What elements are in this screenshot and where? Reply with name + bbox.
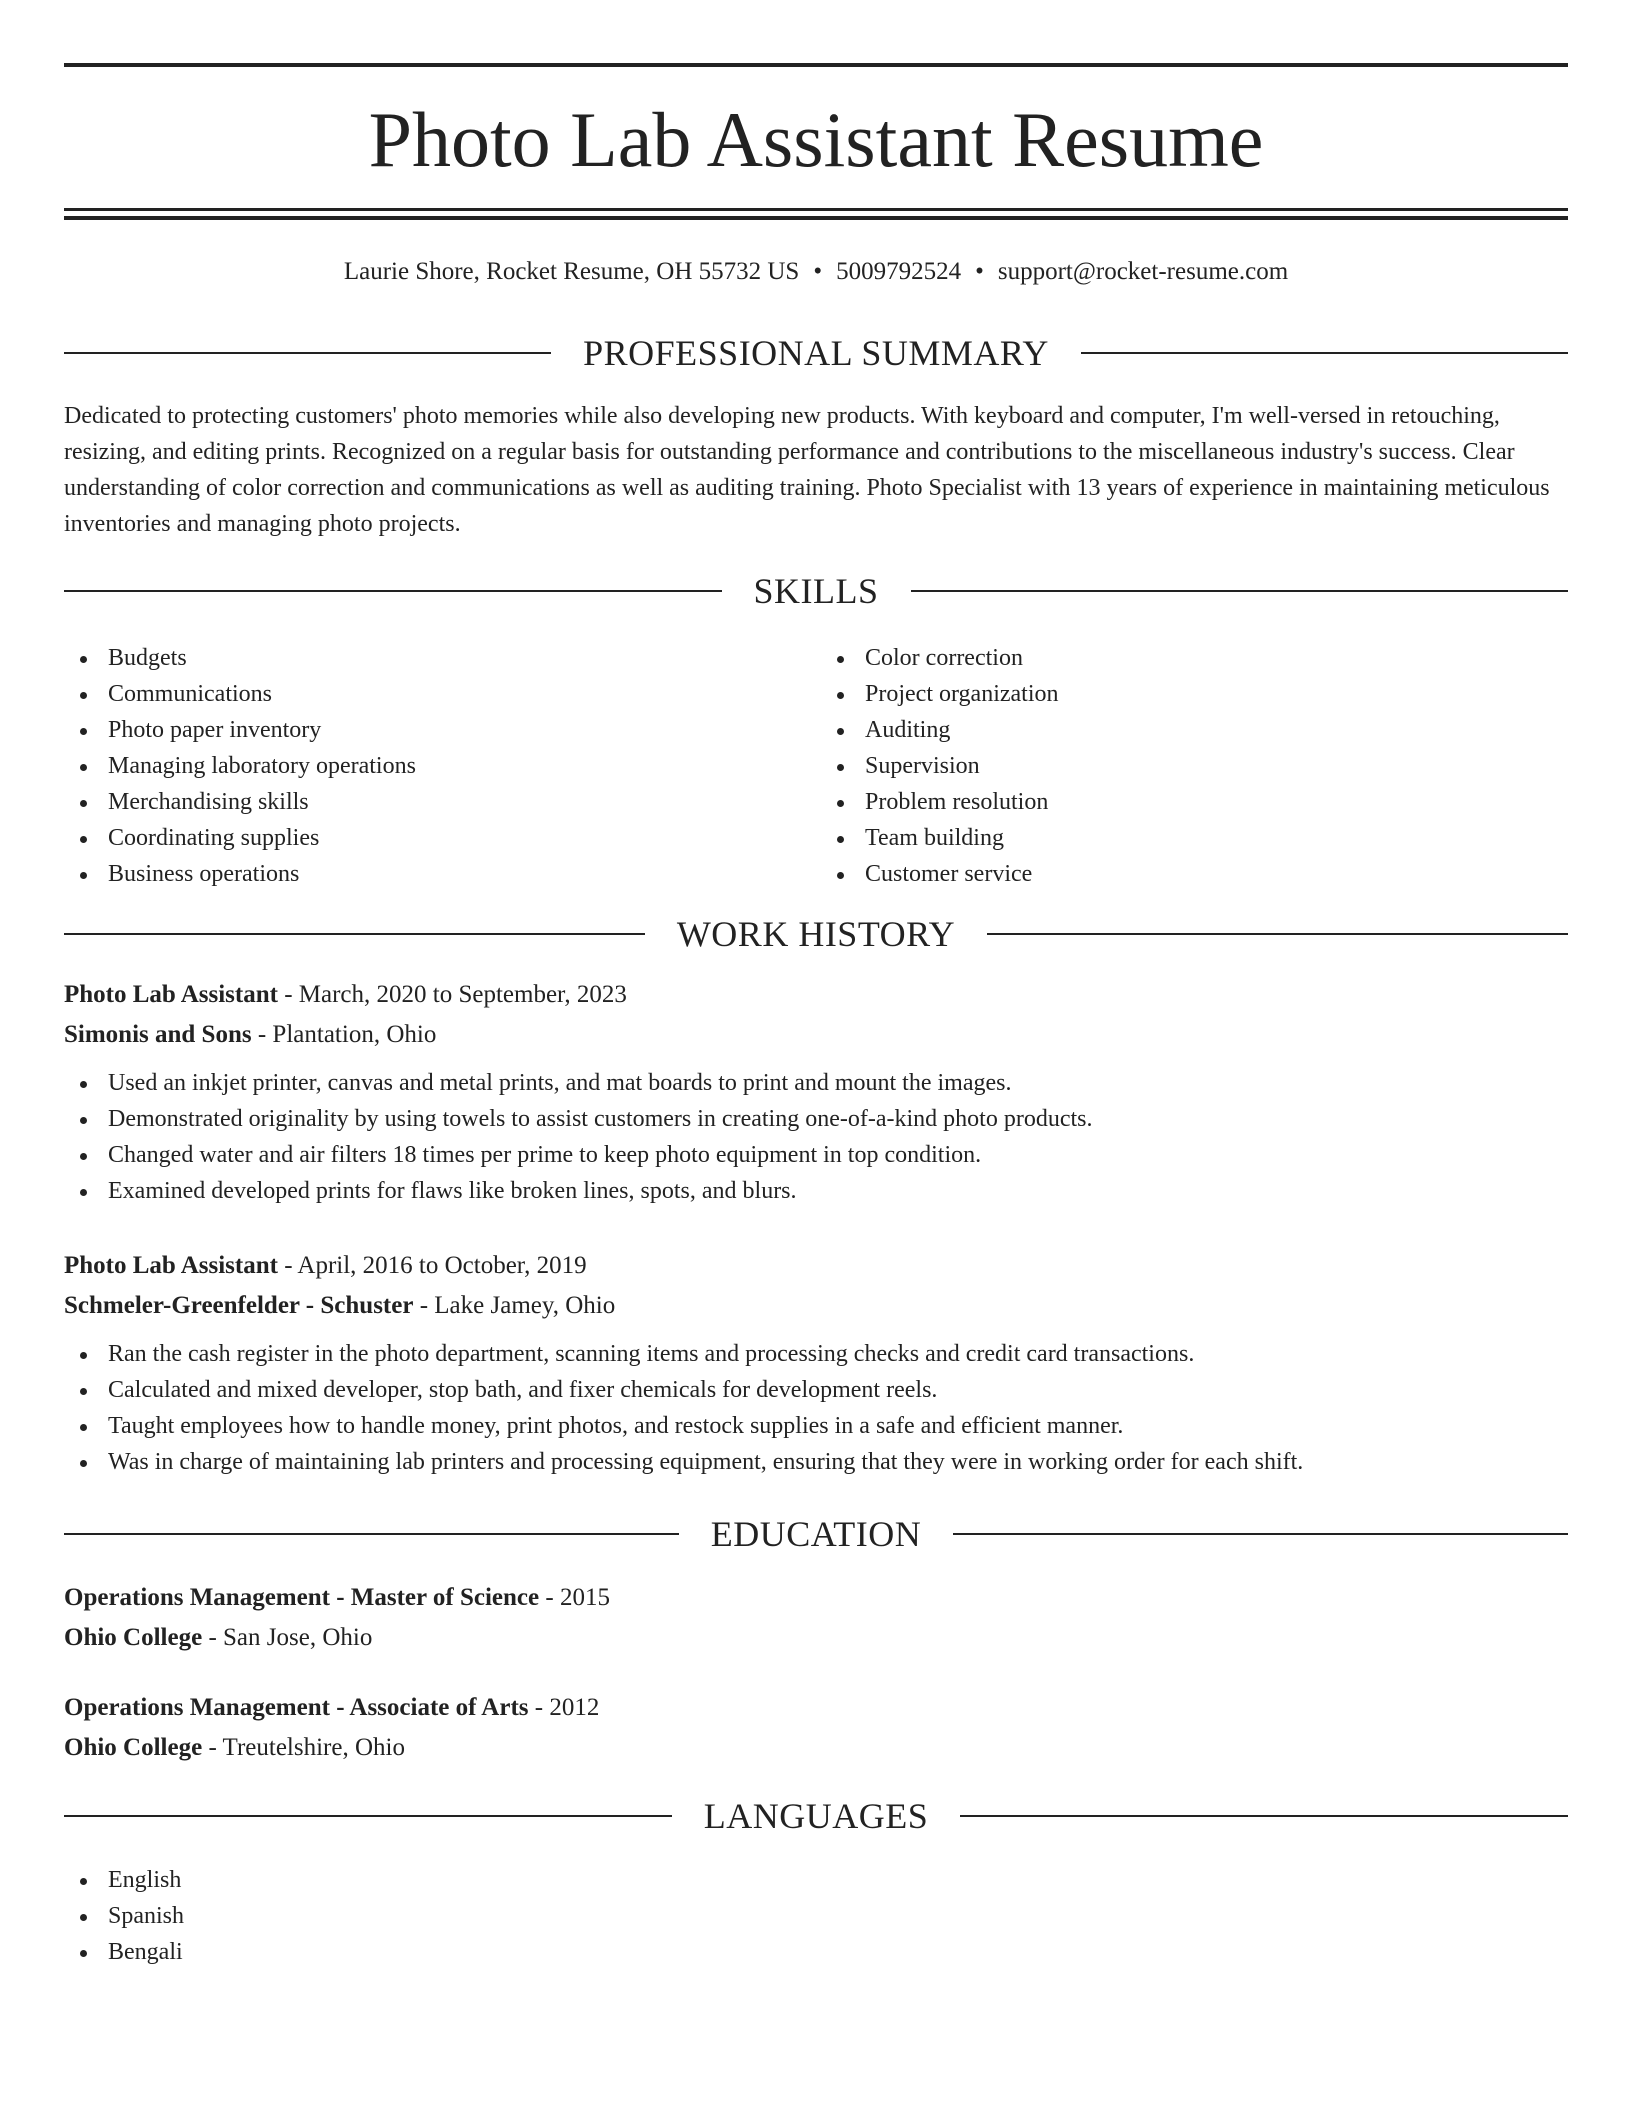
heading-text: SKILLS <box>753 571 879 611</box>
job-bullet: Used an inkjet printer, canvas and metal prints, and mat boards to print and mount the images. <box>64 1065 1568 1101</box>
contact-email: support@rocket-resume.com <box>997 258 1289 285</box>
job-bullet: Demonstrated originality by using towels to assist customers in creating one-of-a-kind photo products. <box>64 1101 1568 1137</box>
job-bullet: Changed water and air filters 18 times per prime to keep photo equipment in top condition. <box>64 1137 1568 1173</box>
job-bullet: Was in charge of maintaining lab printers and processing equipment, ensuring that they were in working order for each shift. <box>64 1444 1568 1480</box>
job-bullet: Calculated and mixed developer, stop bath, and fixer chemicals for development reels. <box>64 1372 1568 1408</box>
contact-phone: 5009792524 <box>836 258 962 285</box>
heading-text: PROFESSIONAL SUMMARY <box>583 333 1049 373</box>
heading-text: WORK HISTORY <box>676 914 956 954</box>
skills-column-left <box>64 640 811 892</box>
degree-line <box>64 1688 1568 1728</box>
heading-rule <box>911 590 1569 592</box>
job-dates: - April, 2016 to October, 2019 <box>277 1252 587 1279</box>
job-bullet: Examined developed prints for flaws like broken lines, spots, and blurs. <box>64 1173 1568 1209</box>
heading-rule <box>64 933 645 935</box>
section-heading-languages <box>64 1794 1568 1838</box>
heading-text: LANGUAGES <box>703 1796 929 1836</box>
skill-item: Supervision <box>821 748 1568 784</box>
section-heading-work <box>64 912 1568 956</box>
school-location: - San Jose, Ohio <box>202 1624 373 1651</box>
degree-line <box>64 1578 1568 1618</box>
skill-item: Auditing <box>821 712 1568 748</box>
school: Ohio College <box>64 1734 203 1761</box>
language-item: Spanish <box>64 1898 1568 1934</box>
skill-item: Project organization <box>821 676 1568 712</box>
skills-list <box>64 640 1568 892</box>
job-bullets <box>64 1065 1568 1209</box>
languages-list <box>64 1862 1568 1970</box>
language-item: Bengali <box>64 1934 1568 1970</box>
degree-year: - 2012 <box>528 1694 600 1721</box>
contact-line <box>64 255 1568 289</box>
skill-item: Communications <box>64 676 811 712</box>
work-entry <box>64 975 1568 1209</box>
top-rule <box>64 63 1568 67</box>
skill-item: Coordinating supplies <box>64 820 811 856</box>
section-heading-education <box>64 1512 1568 1556</box>
job-company-line <box>64 1286 1568 1326</box>
heading-rule <box>64 1533 679 1535</box>
job-title: Photo Lab Assistant <box>64 1252 278 1279</box>
contact-separator: • <box>975 258 984 285</box>
language-item: English <box>64 1862 1568 1898</box>
job-dates: - March, 2020 to September, 2023 <box>277 981 627 1008</box>
job-title-line <box>64 1246 1568 1286</box>
heading-rule <box>953 1533 1568 1535</box>
school-location: - Treutelshire, Ohio <box>202 1734 405 1761</box>
skill-item: Photo paper inventory <box>64 712 811 748</box>
skill-item: Merchandising skills <box>64 784 811 820</box>
heading-rule <box>960 1815 1568 1817</box>
contact-separator: • <box>813 258 823 285</box>
skill-item: Budgets <box>64 640 811 676</box>
job-bullet: Ran the cash register in the photo department, scanning items and processing checks and credit card transactions. <box>64 1336 1568 1372</box>
job-bullet: Taught employees how to handle money, print photos, and restock supplies in a safe and efficient manner. <box>64 1408 1568 1444</box>
degree: Operations Management - Associate of Arts <box>64 1694 529 1721</box>
skill-item: Color correction <box>821 640 1568 676</box>
job-location: - Plantation, Ohio <box>251 1021 437 1048</box>
heading-rule <box>64 352 551 354</box>
heading-rule <box>987 933 1568 935</box>
job-bullets <box>64 1336 1568 1480</box>
heading-rule <box>64 590 722 592</box>
job-company-line <box>64 1015 1568 1055</box>
contact-address: Laurie Shore, Rocket Resume, OH 55732 US <box>343 258 800 285</box>
summary-paragraph: Dedicated to protecting customers' photo memories while also developing new products. With keyboard and computer, I'm well-versed in retouching, resizing, and editing prints. Recognized on a regular basis for outstanding performance and contributions to the miscellaneous industry's success. Clear understanding of color correction and communications as well as auditing training. Photo Specialist with 13 years of experience in maintaining meticulous inventories and managing photo projects. <box>64 403 1550 537</box>
work-entry <box>64 1246 1568 1480</box>
job-company: Simonis and Sons <box>64 1021 252 1048</box>
school-line <box>64 1728 1568 1768</box>
section-heading-skills <box>64 569 1568 613</box>
language-bullets <box>64 1862 1568 1970</box>
school-line <box>64 1618 1568 1658</box>
skills-column-right <box>811 640 1568 892</box>
heading-rule <box>64 1815 672 1817</box>
heading-text: EDUCATION <box>710 1514 922 1554</box>
title-double-rule <box>64 208 1568 220</box>
skill-item: Problem resolution <box>821 784 1568 820</box>
section-heading-summary <box>64 331 1568 375</box>
skill-item: Team building <box>821 820 1568 856</box>
school: Ohio College <box>64 1624 203 1651</box>
education-entry <box>64 1688 1568 1768</box>
job-company: Schmeler-Greenfelder - Schuster <box>64 1292 414 1319</box>
job-title: Photo Lab Assistant <box>64 981 278 1008</box>
skill-item: Business operations <box>64 856 811 892</box>
skill-item: Managing laboratory operations <box>64 748 811 784</box>
job-title-line <box>64 975 1568 1015</box>
heading-rule <box>1081 352 1568 354</box>
job-location: - Lake Jamey, Ohio <box>413 1292 616 1319</box>
skill-item: Customer service <box>821 856 1568 892</box>
degree: Operations Management - Master of Science <box>64 1584 540 1611</box>
education-entry <box>64 1578 1568 1658</box>
degree-year: - 2015 <box>539 1584 610 1611</box>
resume-title: Photo Lab Assistant Resume <box>368 96 1264 183</box>
